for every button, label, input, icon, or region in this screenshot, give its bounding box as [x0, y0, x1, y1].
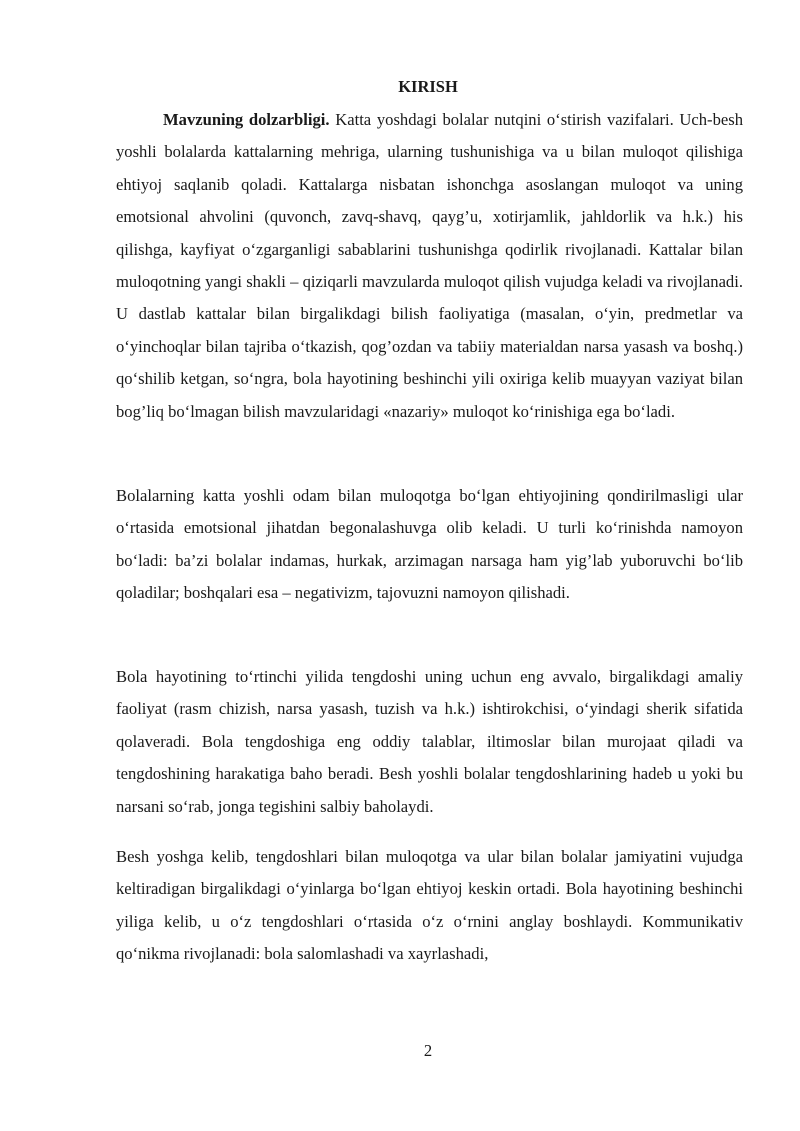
paragraph-1	[116, 104, 743, 428]
page-title: KIRISH	[398, 77, 458, 96]
paragraph-3: Bola hayotining to‘rtinchi yilida tengdoshi uning uchun eng avvalo, birgalikdagi amaliy faoliyat (rasm chizish, narsa yasash, tuzish va h.k.) ishtirokchisi, o‘yindagi sherik sifatida qolaveradi. Bola tengdoshiga eng oddiy talablar, iltimoslar bilan murojaat qiladi va tengdoshining harakatiga baho beradi. Besh yoshli bolalar tengdoshlarining hadeb u yoki bu narsani so‘rab, jonga tegishini salbiy baholaydi.	[116, 667, 743, 816]
paragraph-4: Besh yoshga kelib, tengdoshlari bilan muloqotga va ular bilan bolalar jamiyatini vujudga keltiradigan birgalikdagi o‘yinlarga bo‘lgan ehtiyoj keskin ortadi. Bola hayotining beshinchi yiliga kelib, u o‘z tengdoshlari o‘rtasida o‘z o‘rnini anglay boshlaydi. Kommunikativ qo‘nikma rivojlanadi: bola salomlashadi va xayrlashadi,	[116, 847, 743, 964]
paragraph-2: Bolalarning katta yoshli odam bilan muloqotga bo‘lgan ehtiyojining qondirilmasligi ular o‘rtasida emotsional jihatdan begonalashuvga olib keladi. U turli ko‘rinishda namoyon bo‘ladi: ba’zi bolalar indamas, hurkak, arzimagan narsaga ham yig’lab yuboruvchi bo‘lib qoladilar; boshqalari esa – negativizm, tajovuzni namoyon qilishadi.	[116, 486, 743, 603]
paragraph-lead: Mavzuning dolzarbligi.	[163, 110, 330, 129]
paragraph-1-text: Katta yoshdagi bolalar nutqini o‘stirish vazifalari. Uch-besh yoshli bolalarda kattalarning mehriga, ularning tushunishiga va u bilan muloqot qilishiga ehtiyoj saqlanib qoladi. Kattalarga nisbatan ishonchga asoslangan muloqot va uning emotsional ahvolini (quvonch, zavq-shavq, qayg’u, xotirjamlik, jahldorlik va h.k.) his qilishga, kayfiyat o‘zgarganligi sabablarini tushunishga qodirlik rivojlanadi. Kattalar bilan muloqotning yangi shakli – qiziqarli mavzularda muloqot qilish vujudga keladi va rivojlanadi. U dastlab kattalar bilan birgalikdagi bilish faoliyatiga (masalan, o‘yin, predmetlar va o‘yinchoqlar bilan tajriba o‘tkazish, qog’ozdan va tabiiy materialdan narsa yasash va boshq.) qo‘shilib ketgan, so‘ngra, bola hayotining beshinchi yili oxiriga kelib muayyan vaziyat bilan bog’liq bo‘lmagan bilish mavzularidagi «nazariy» muloqot ko‘rinishiga ega bo‘ladi.	[116, 110, 744, 421]
page-number: 2	[423, 1041, 433, 1060]
